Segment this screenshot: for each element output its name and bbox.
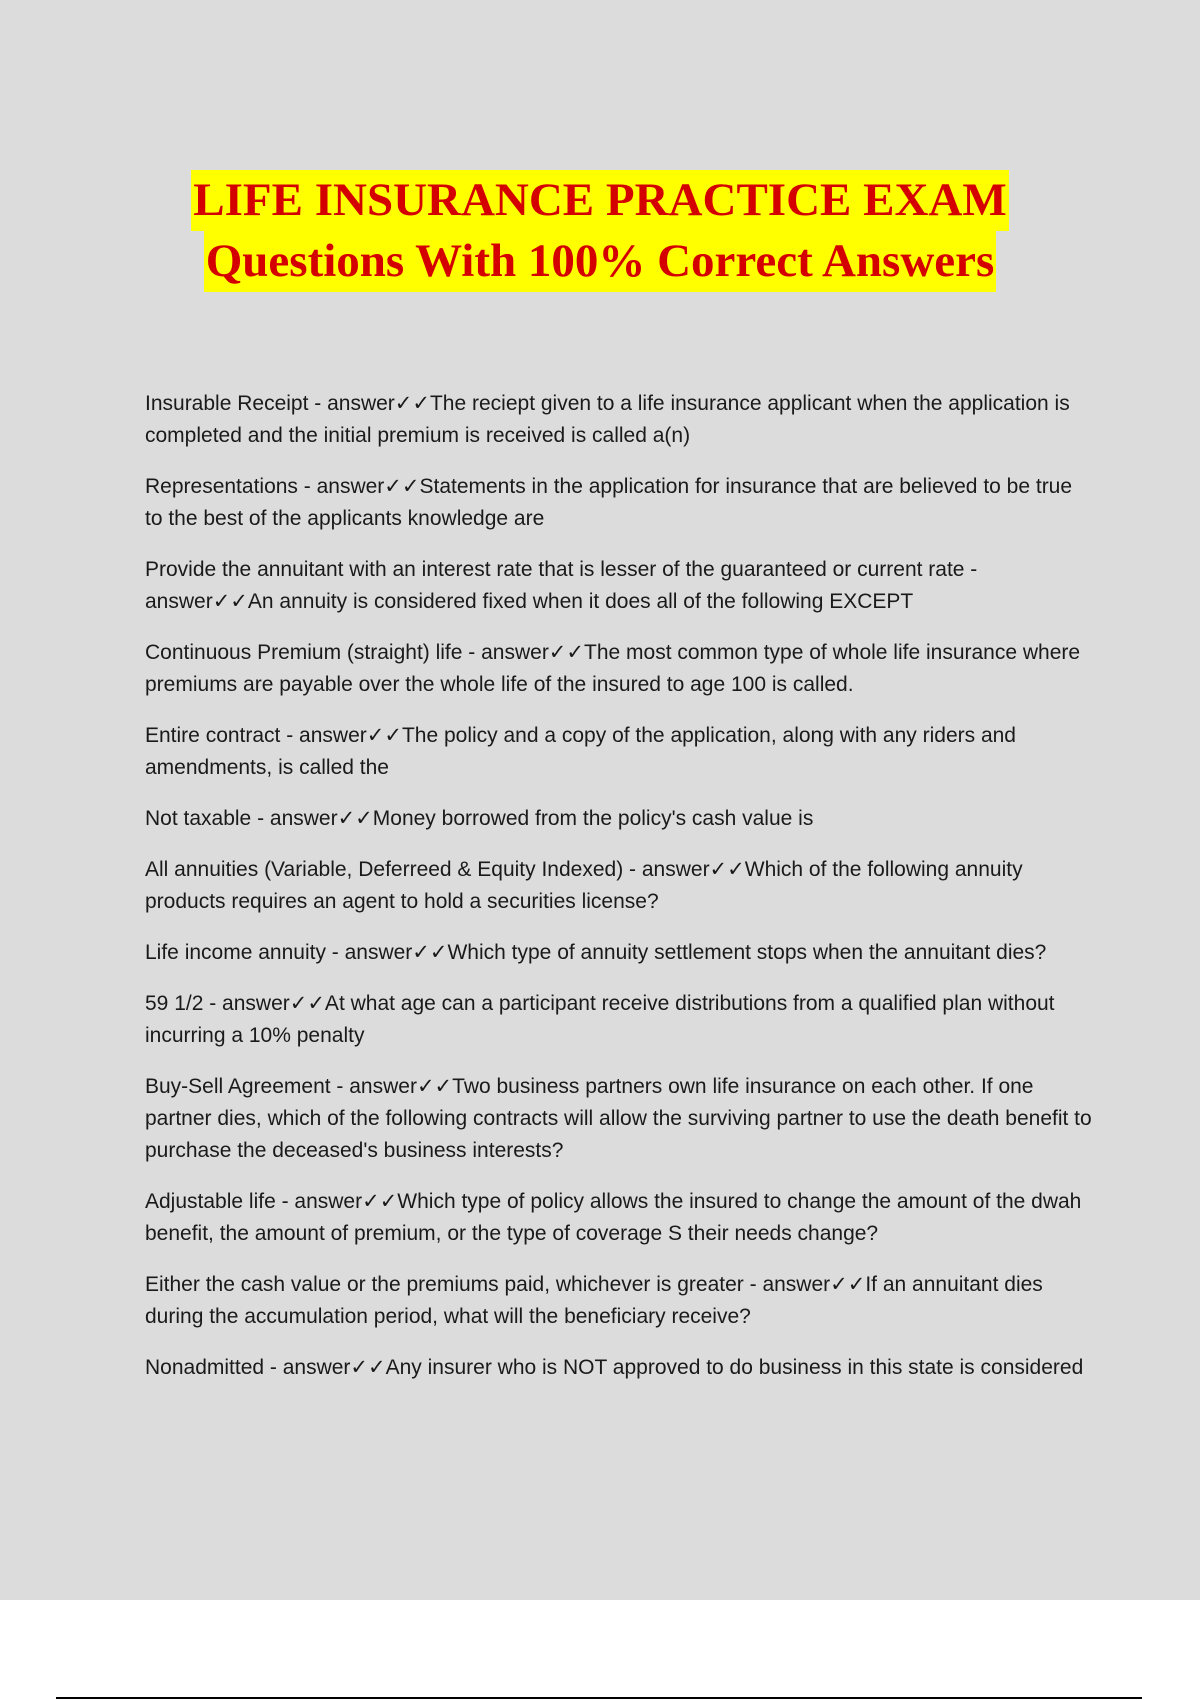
page-divider xyxy=(56,1697,1142,1699)
title-line-2: Questions With 100% Correct Answers xyxy=(204,231,997,292)
qa-item: Either the cash value or the premiums paid, whichever is greater - answer✓✓If an annuitant dies during the accumulation period, what will the beneficiary receive? xyxy=(145,1273,1043,1328)
qa-item: Continuous Premium (straight) life - answer✓✓The most common type of whole life insurance where premiums are payable over the whole life of the insured to age 100 is called. xyxy=(145,641,1081,696)
qa-item: Adjustable life - answer✓✓Which type of policy allows the insured to change the amount of the dwah benefit, the amount of premium, or the type of coverage S their needs change? xyxy=(145,1190,1082,1245)
qa-item: Life income annuity - answer✓✓Which type of annuity settlement stops when the annuitant dies? xyxy=(145,941,1047,964)
qa-list xyxy=(145,388,1095,1403)
qa-item: Provide the annuitant with an interest rate that is lesser of the guaranteed or current rate - answer✓✓An annuity is considered fixed when it does all of the following EXCEPT xyxy=(145,558,978,613)
qa-item: Entire contract - answer✓✓The policy and a copy of the application, along with any riders and amendments, is called the xyxy=(145,724,1016,779)
title-line-1: LIFE INSURANCE PRACTICE EXAM xyxy=(191,170,1008,231)
qa-item: Insurable Receipt - answer✓✓The reciept given to a life insurance applicant when the application is completed and the initial premium is received is called a(n) xyxy=(145,392,1070,447)
qa-item: 59 1/2 - answer✓✓At what age can a participant receive distributions from a qualified plan without incurring a 10% penalty xyxy=(145,992,1055,1047)
qa-item: All annuities (Variable, Deferreed & Equity Indexed) - answer✓✓Which of the following annuity products requires an agent to hold a securities license? xyxy=(145,858,1023,913)
qa-item: Buy-Sell Agreement - answer✓✓Two business partners own life insurance on each other. If one partner dies, which of the following contracts will allow the surviving partner to use the death benefit to purchase the deceased's business interests? xyxy=(145,1075,1092,1162)
qa-item: Not taxable - answer✓✓Money borrowed from the policy's cash value is xyxy=(145,807,814,830)
document-title xyxy=(0,170,1200,292)
qa-item: Representations - answer✓✓Statements in the application for insurance that are believed to be true to the best of the applicants knowledge are xyxy=(145,475,1073,530)
qa-item: Nonadmitted - answer✓✓Any insurer who is NOT approved to do business in this state is considered xyxy=(145,1356,1084,1379)
